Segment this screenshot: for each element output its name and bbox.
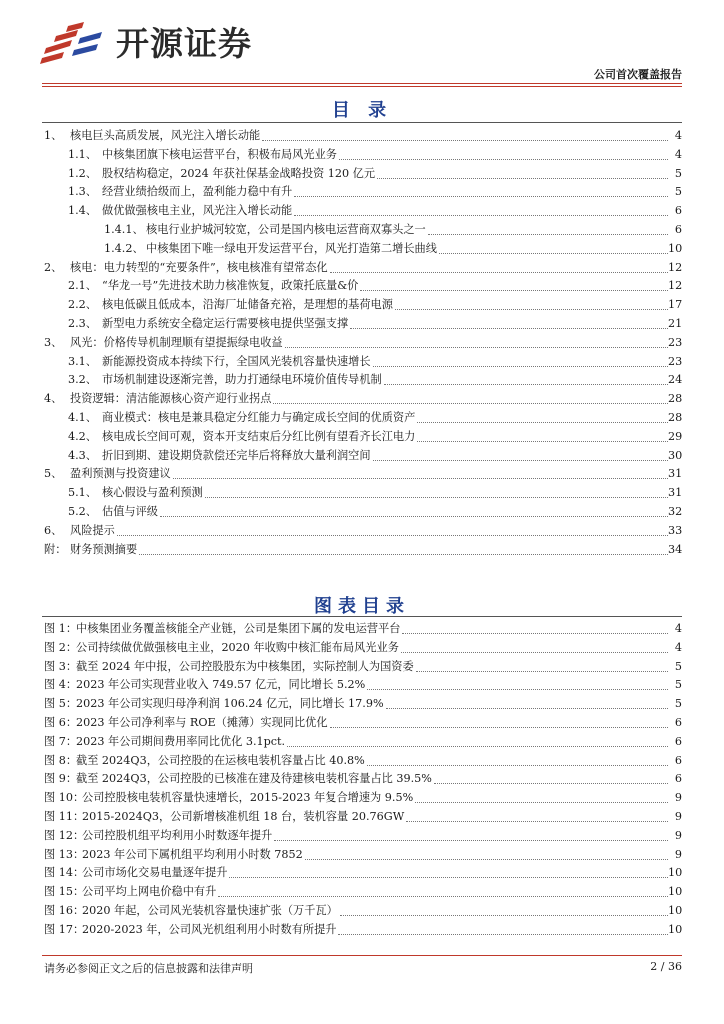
toc-entry-text: 商业模式：核电是兼具稳定分红能力与确定成长空间的优质资产 bbox=[102, 410, 416, 424]
toc-entry-page: 12 bbox=[668, 279, 683, 293]
toc-entry[interactable] bbox=[44, 428, 682, 447]
toc-entry-page: 10 bbox=[668, 241, 683, 255]
toc-entry[interactable] bbox=[44, 240, 682, 259]
figure-entry[interactable] bbox=[44, 846, 682, 865]
toc-entry[interactable] bbox=[44, 221, 682, 240]
toc-entry-number: 附： bbox=[44, 542, 67, 556]
figure-entry-leader-dots bbox=[406, 821, 668, 822]
figure-entry-leader-dots bbox=[340, 915, 668, 916]
figure-entry-text: 2015-2024Q3，公司新增核准机组 18 台，装机容量 20.76GW bbox=[82, 809, 405, 823]
figure-entry-text: 公司控股机组平均利用小时数逐年提升 bbox=[82, 828, 273, 842]
report-type-label: 公司首次覆盖报告 bbox=[594, 68, 682, 81]
figure-entry-text: 2023 年公司下属机组平均利用小时数 7852 bbox=[82, 847, 303, 861]
figure-entry-page: 6 bbox=[674, 715, 682, 729]
toc-entry-leader-dots bbox=[173, 478, 668, 479]
toc-entry-leader-dots bbox=[339, 159, 668, 160]
toc-entry-number: 3.1、 bbox=[68, 354, 97, 368]
toc-entry-text: 核电巨头高质发展，风光注入增长动能 bbox=[70, 129, 261, 142]
figure-entry[interactable] bbox=[44, 902, 682, 921]
figure-entry-page: 10 bbox=[668, 903, 683, 917]
figure-entry-page: 6 bbox=[674, 734, 682, 748]
toc-entry-leader-dots bbox=[373, 460, 668, 461]
toc-entry-leader-dots bbox=[262, 140, 668, 141]
toc-entry[interactable] bbox=[44, 127, 682, 146]
page-number: 2 / 36 bbox=[650, 960, 682, 973]
figure-entry-text: 2023 年公司净利率与 ROE（摊薄）实现同比优化 bbox=[76, 715, 328, 729]
figure-entry-number: 图 17： bbox=[44, 922, 85, 936]
toc-entry-text: 核电：电力转型的“充要条件”，核电核准有望常态化 bbox=[70, 260, 328, 274]
toc-entry[interactable] bbox=[44, 202, 682, 221]
figure-entry-text: 2023 年公司实现归母净利润 106.24 亿元，同比增长 17.9% bbox=[76, 697, 384, 711]
figure-entry-leader-dots bbox=[305, 859, 668, 860]
toc-entry[interactable] bbox=[44, 315, 682, 334]
header-divider bbox=[42, 83, 682, 84]
toc-entry-text: 新型电力系统安全稳定运行需要核电提供坚强支撑 bbox=[102, 316, 349, 330]
figure-entry[interactable] bbox=[44, 827, 682, 846]
toc-entry-text: 做优做强核电主业，风光注入增长动能 bbox=[102, 204, 293, 218]
figure-entry-page: 10 bbox=[668, 885, 683, 899]
figure-entry[interactable] bbox=[44, 695, 682, 714]
toc-entry-text: 市场机制建设逐渐完善，助力打通绿电环境价值传导机制 bbox=[102, 373, 382, 387]
toc-entry-number: 1.4、 bbox=[68, 204, 97, 218]
toc-entry-text: 核电成长空间可观，资本开支结束后分红比例有望看齐长江电力 bbox=[102, 429, 416, 443]
toc-entry[interactable] bbox=[44, 371, 682, 390]
figure-entry-leader-dots bbox=[218, 896, 668, 897]
toc-entry[interactable] bbox=[44, 465, 682, 484]
toc-entry-text: 核电低碳且低成本，沿海厂址储备充裕，是理想的基荷电源 bbox=[102, 298, 393, 312]
toc-entry-number: 2.1、 bbox=[68, 279, 97, 293]
toc-entry-leader-dots bbox=[417, 422, 668, 423]
toc-entry-page: 4 bbox=[674, 129, 682, 142]
figure-entry-number: 图 2： bbox=[44, 640, 78, 654]
figure-entry-page: 10 bbox=[668, 922, 683, 936]
figure-entry-number: 图 11： bbox=[44, 809, 85, 823]
figure-entry-leader-dots bbox=[330, 727, 668, 728]
figure-entry-text: 中核集团业务覆盖核能全产业链，公司是集团下属的发电运营平台 bbox=[76, 622, 401, 635]
toc-entry[interactable] bbox=[44, 296, 682, 315]
figure-entry-leader-dots bbox=[229, 877, 668, 878]
figure-entry-text: 公司持续做优做强核电主业，2020 年收购中核汇能布局风光业务 bbox=[76, 640, 399, 654]
figures-title-rule bbox=[42, 616, 682, 617]
toc-entry-page: 34 bbox=[668, 542, 683, 556]
toc-entry-number: 1、 bbox=[44, 129, 63, 142]
figure-entry-leader-dots bbox=[287, 746, 668, 747]
toc-entry[interactable] bbox=[44, 409, 682, 428]
figures-list bbox=[44, 620, 682, 940]
toc-entry-number: 3、 bbox=[44, 335, 63, 349]
toc-entry-page: 23 bbox=[668, 335, 683, 349]
figure-entry-text: 公司市场化交易电量逐年提升 bbox=[82, 866, 228, 880]
toc-entry[interactable] bbox=[44, 146, 682, 165]
toc-entry-leader-dots bbox=[428, 234, 668, 235]
toc-entry-number: 1.4.2、 bbox=[104, 241, 144, 255]
toc-entry-leader-dots bbox=[285, 347, 668, 348]
toc-entry-leader-dots bbox=[160, 516, 668, 517]
toc-entry[interactable] bbox=[44, 353, 682, 372]
figure-entry[interactable] bbox=[44, 883, 682, 902]
toc-entry-text: 投资逻辑：清洁能源核心资产迎行业拐点 bbox=[70, 392, 272, 406]
figure-entry-page: 6 bbox=[674, 753, 682, 767]
figure-entry-page: 9 bbox=[674, 828, 682, 842]
figure-entry-page: 6 bbox=[674, 772, 682, 786]
toc-entry[interactable] bbox=[44, 334, 682, 353]
figure-entry-leader-dots bbox=[274, 840, 668, 841]
figure-entry-page: 5 bbox=[674, 697, 682, 711]
figure-entry-number: 图 10： bbox=[44, 791, 85, 805]
toc-entry-leader-dots bbox=[377, 178, 668, 179]
toc-entry-text: 折旧到期、建设期贷款偿还完毕后将释放大量利润空间 bbox=[102, 448, 371, 462]
toc-entry-leader-dots bbox=[439, 253, 668, 254]
figure-entry-number: 图 7： bbox=[44, 734, 78, 748]
figure-entry-leader-dots bbox=[338, 934, 668, 935]
toc-entry-leader-dots bbox=[384, 384, 668, 385]
toc-entry-page: 17 bbox=[668, 298, 683, 312]
toc-entry-leader-dots bbox=[330, 272, 668, 273]
figure-entry-number: 图 6： bbox=[44, 715, 78, 729]
figure-entry-text: 截至 2024 年中报，公司控股股东为中核集团，实际控制人为国资委 bbox=[76, 659, 414, 673]
toc-entry-number: 5.1、 bbox=[68, 486, 97, 500]
figure-entry[interactable] bbox=[44, 921, 682, 940]
toc-entry-text: 风光：价格传导机制理顺有望提振绿电收益 bbox=[70, 335, 283, 349]
toc-entry-leader-dots bbox=[360, 290, 668, 291]
toc-entry-page: 28 bbox=[668, 392, 683, 406]
footer-disclaimer: 请务必参阅正文之后的信息披露和法律声明 bbox=[44, 962, 253, 975]
toc-entry-number: 4.1、 bbox=[68, 410, 97, 424]
figures-title: 图表目录 bbox=[314, 596, 410, 617]
toc-entry-page: 5 bbox=[674, 166, 682, 180]
toc-entry-page: 32 bbox=[668, 504, 683, 518]
toc-entry-number: 1.2、 bbox=[68, 166, 97, 180]
toc-entry-text: 中核集团旗下核电运营平台，积极布局风光业务 bbox=[102, 147, 337, 161]
figure-entry-text: 2023 年公司实现营业收入 749.57 亿元，同比增长 5.2% bbox=[76, 678, 366, 692]
toc-entry-leader-dots bbox=[294, 215, 668, 216]
toc-entry-page: 6 bbox=[674, 222, 682, 236]
figure-entry-text: 公司控股核电装机容量快速增长，2015-2023 年复合增速为 9.5% bbox=[82, 791, 414, 805]
toc-list bbox=[44, 127, 682, 559]
toc-entry-text: 核心假设与盈利预测 bbox=[102, 486, 203, 500]
toc-entry[interactable] bbox=[44, 447, 682, 466]
toc-entry-page: 23 bbox=[668, 354, 683, 368]
toc-entry-text: “华龙一号”先进技术助力核准恢复，政策托底量&价 bbox=[102, 279, 359, 293]
toc-entry-number: 1.3、 bbox=[68, 185, 97, 199]
figure-entry-page: 5 bbox=[674, 678, 682, 692]
figure-entry-number: 图 12： bbox=[44, 828, 85, 842]
toc-entry-leader-dots bbox=[117, 535, 668, 536]
figure-entry-page: 9 bbox=[674, 809, 682, 823]
logo-mark-icon bbox=[38, 22, 110, 64]
toc-entry[interactable] bbox=[44, 484, 682, 503]
toc-title-rule bbox=[42, 122, 682, 123]
figure-entry[interactable] bbox=[44, 714, 682, 733]
figure-entry-leader-dots bbox=[434, 783, 668, 784]
toc-entry-page: 30 bbox=[668, 448, 683, 462]
figure-entry[interactable] bbox=[44, 658, 682, 677]
toc-entry-leader-dots bbox=[294, 196, 668, 197]
figure-entry-page: 5 bbox=[674, 659, 682, 673]
toc-entry-page: 31 bbox=[668, 486, 683, 500]
figure-entry-text: 2023 年公司期间费用率同比优化 3.1pct. bbox=[76, 734, 286, 748]
figure-entry-text: 截至 2024Q3，公司控股的已核准在建及待建核电装机容量占比 39.5% bbox=[76, 772, 432, 786]
figure-entry[interactable] bbox=[44, 733, 682, 752]
toc-entry-number: 4、 bbox=[44, 392, 63, 406]
toc-entry-page: 29 bbox=[668, 429, 683, 443]
toc-entry-number: 4.3、 bbox=[68, 448, 97, 462]
toc-entry-text: 盈利预测与投资建议 bbox=[70, 467, 171, 481]
figure-entry-page: 9 bbox=[674, 847, 682, 861]
header-divider-secondary bbox=[42, 86, 682, 87]
toc-entry-leader-dots bbox=[417, 441, 668, 442]
footer-divider bbox=[42, 955, 682, 956]
figure-entry[interactable] bbox=[44, 620, 682, 639]
toc-entry[interactable] bbox=[44, 541, 682, 560]
toc-entry-page: 5 bbox=[674, 185, 682, 199]
toc-entry-text: 估值与评级 bbox=[102, 504, 158, 518]
toc-entry-page: 6 bbox=[674, 204, 682, 218]
figure-entry-text: 截至 2024Q3，公司控股的在运核电装机容量占比 40.8% bbox=[76, 753, 365, 767]
figure-entry[interactable] bbox=[44, 864, 682, 883]
figure-entry-leader-dots bbox=[401, 652, 668, 653]
toc-entry-number: 1.1、 bbox=[68, 147, 97, 161]
toc-entry-number: 6、 bbox=[44, 523, 63, 537]
figure-entry-page: 4 bbox=[674, 640, 682, 654]
figure-entry[interactable] bbox=[44, 789, 682, 808]
toc-entry-page: 28 bbox=[668, 410, 683, 424]
figure-entry-leader-dots bbox=[367, 689, 668, 690]
figure-entry[interactable] bbox=[44, 808, 682, 827]
figure-entry-number: 图 3： bbox=[44, 659, 78, 673]
toc-entry-number: 2、 bbox=[44, 260, 63, 274]
figure-entry-number: 图 5： bbox=[44, 697, 78, 711]
figure-entry-number: 图 4： bbox=[44, 678, 78, 692]
toc-title: 目 录 bbox=[331, 100, 393, 121]
toc-entry-text: 经营业绩拾级而上，盈利能力稳中有升 bbox=[102, 185, 293, 199]
toc-entry-page: 24 bbox=[668, 373, 683, 387]
figure-entry-text: 2020 年起，公司风光装机容量快速扩张（万千瓦） bbox=[82, 903, 338, 917]
figure-entry-page: 4 bbox=[674, 622, 682, 635]
figure-entry-number: 图 15： bbox=[44, 885, 85, 899]
toc-entry-leader-dots bbox=[373, 366, 668, 367]
figure-entry-number: 图 1： bbox=[44, 622, 78, 635]
toc-entry[interactable] bbox=[44, 277, 682, 296]
figure-entry-page: 10 bbox=[668, 866, 683, 880]
toc-entry-page: 4 bbox=[674, 147, 682, 161]
toc-entry[interactable] bbox=[44, 390, 682, 409]
toc-entry-number: 2.2、 bbox=[68, 298, 97, 312]
company-logo bbox=[38, 22, 268, 64]
figure-entry-text: 2020-2023 年，公司风光机组利用小时数有所提升 bbox=[82, 922, 337, 936]
toc-entry-number: 3.2、 bbox=[68, 373, 97, 387]
toc-entry-page: 12 bbox=[668, 260, 683, 274]
figure-entry[interactable] bbox=[44, 752, 682, 771]
toc-entry-text: 风险提示 bbox=[70, 523, 115, 537]
toc-entry[interactable] bbox=[44, 522, 682, 541]
toc-entry-page: 31 bbox=[668, 467, 683, 481]
figure-entry-number: 图 8： bbox=[44, 753, 78, 767]
figure-entry-leader-dots bbox=[367, 765, 668, 766]
figure-entry-leader-dots bbox=[415, 802, 668, 803]
figure-entry-leader-dots bbox=[402, 633, 668, 634]
figure-entry-number: 图 16： bbox=[44, 903, 85, 917]
toc-entry[interactable] bbox=[44, 165, 682, 184]
figure-entry-number: 图 14： bbox=[44, 866, 85, 880]
figure-entry-number: 图 9： bbox=[44, 772, 78, 786]
toc-entry-text: 新能源投资成本持续下行，全国风光装机容量快速增长 bbox=[102, 354, 371, 368]
toc-entry-text: 财务预测摘要 bbox=[70, 542, 138, 556]
toc-entry-page: 33 bbox=[668, 523, 683, 537]
figure-entry-leader-dots bbox=[386, 708, 668, 709]
toc-entry[interactable] bbox=[44, 259, 682, 278]
figure-entry-text: 公司平均上网电价稳中有升 bbox=[82, 885, 217, 899]
figure-entry[interactable] bbox=[44, 770, 682, 789]
toc-entry-text: 中核集团下唯一绿电开发运营平台，风光打造第二增长曲线 bbox=[146, 241, 437, 255]
toc-entry-number: 1.4.1、 bbox=[104, 222, 144, 236]
toc-entry-leader-dots bbox=[395, 309, 668, 310]
figure-entry[interactable] bbox=[44, 639, 682, 658]
toc-entry-leader-dots bbox=[205, 497, 668, 498]
toc-entry-number: 5.2、 bbox=[68, 504, 97, 518]
figure-entry-page: 9 bbox=[674, 791, 682, 805]
toc-entry-text: 股权结构稳定，2024 年获社保基金战略投资 120 亿元 bbox=[102, 166, 376, 180]
figure-entry-leader-dots bbox=[416, 671, 668, 672]
toc-entry-text: 核电行业护城河较宽，公司是国内核电运营商双寡头之一 bbox=[146, 222, 426, 236]
toc-entry-leader-dots bbox=[273, 403, 668, 404]
figure-entry[interactable] bbox=[44, 676, 682, 695]
toc-entry[interactable] bbox=[44, 503, 682, 522]
toc-entry[interactable] bbox=[44, 183, 682, 202]
toc-entry-number: 2.3、 bbox=[68, 316, 97, 330]
toc-entry-number: 4.2、 bbox=[68, 429, 97, 443]
figure-entry-number: 图 13： bbox=[44, 847, 85, 861]
toc-entry-leader-dots bbox=[350, 328, 668, 329]
toc-entry-number: 5、 bbox=[44, 467, 63, 481]
toc-entry-leader-dots bbox=[139, 554, 668, 555]
logo-text: 开源证券 bbox=[116, 24, 252, 63]
toc-entry-page: 21 bbox=[668, 316, 683, 330]
